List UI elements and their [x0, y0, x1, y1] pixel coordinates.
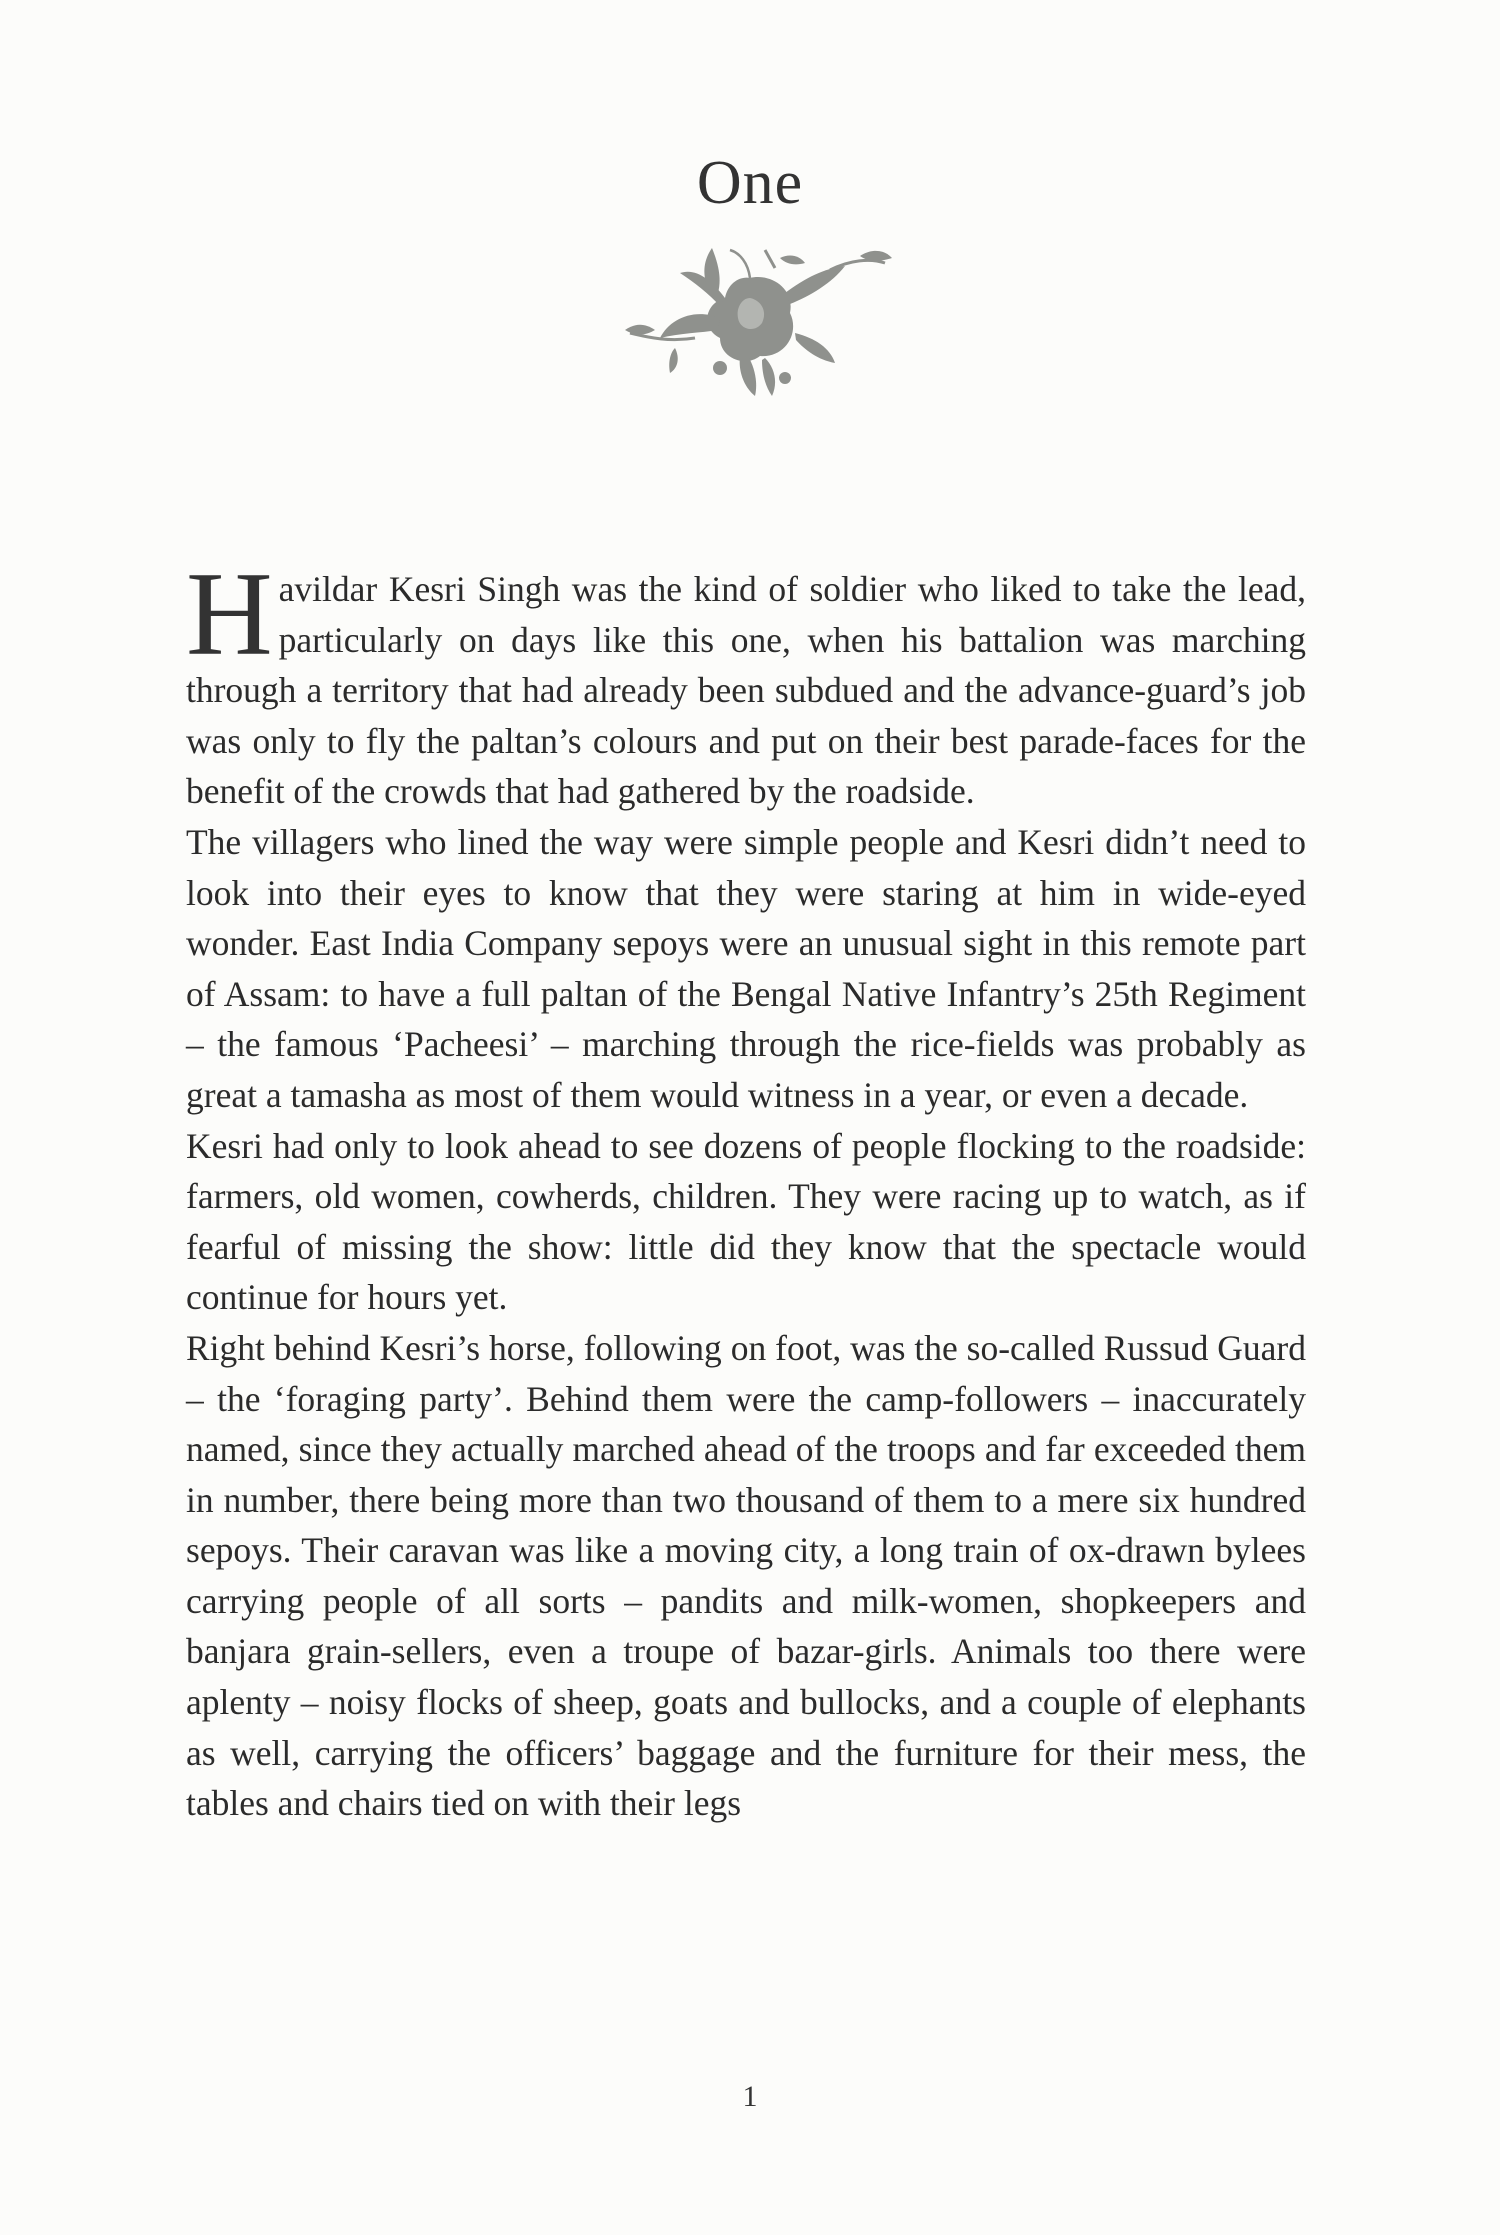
paragraph-1	[186, 547, 1306, 817]
chapter-title: One	[696, 149, 804, 217]
chapter-body	[186, 547, 1306, 1829]
paragraph-1-text: avildar Kesri Singh was the kind of soldier who liked to take the lead, particularly on days like this one, when his battalion was marching through a territory that had already been subdued and the advance-guard’s job was only to fly the paltan’s colours and put on their best parade-faces for the benefit of the crowds that had gathered by the roadside.	[186, 569, 1306, 812]
drop-cap: H	[186, 547, 273, 680]
floral-ornament-icon	[600, 238, 900, 403]
paragraph-4: Right behind Kesri’s horse, following on foot, was the so-called Russud Guard – the ‘foraging party’. Behind them were the camp-followers – inaccurately named, since they actually marched ahead of the troops and far exceeded them in number, there being more than two thousand of them to a mere six hundred sepoys. Their caravan was like a moving city, a long train of ox-drawn bylees carrying people of all sorts – pandits and milk-women, shopkeepers and banjara grain-sellers, even a troupe of bazar-girls. Animals too there were aplenty – noisy flocks of sheep, goats and bullocks, and a couple of elephants as well, carrying the officers’ baggage and the furniture for their mess, the tables and chairs tied on with their legs	[186, 1327, 1306, 1824]
page-number: 1	[742, 2080, 758, 2113]
paragraph-3: Kesri had only to look ahead to see dozens of people flocking to the roadside: farmers, old women, cowherds, children. They were racing up to watch, as if fearful of missing the show: little did they know that the spectacle would continue for hours yet.	[186, 1125, 1306, 1318]
paragraph-2: The villagers who lined the way were simple people and Kesri didn’t need to look into their eyes to know that they were staring at him in wide-eyed wonder. East India Company sepoys were an unusual sight in this remote part of Assam: to have a full paltan of the Bengal Native Infantry’s 25th Regiment – the famous ‘Pacheesi’ – marching through the rice-fields was probably as great a tamasha as most of them would witness in a year, or even a decade.	[186, 821, 1306, 1115]
